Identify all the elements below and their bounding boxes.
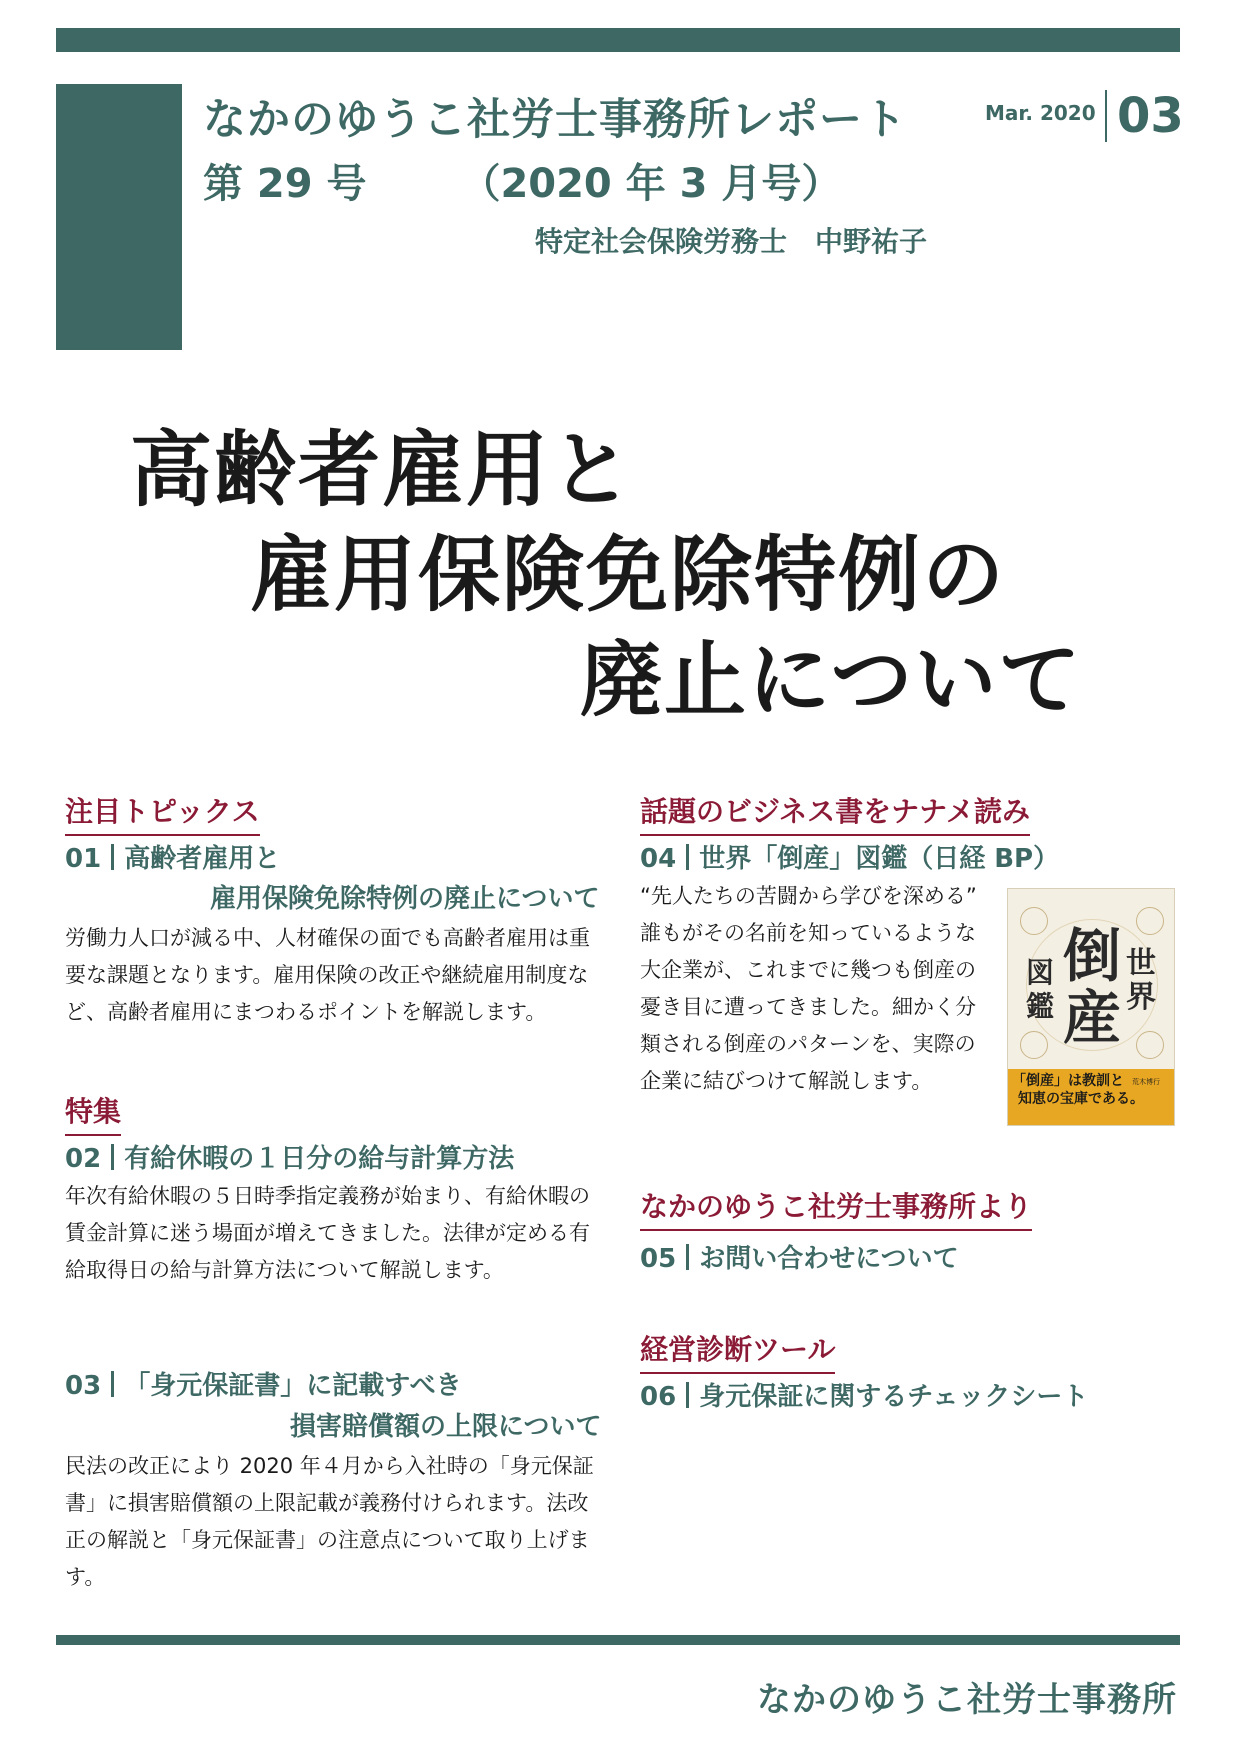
footer-office-name: なかのゆうこ社労士事務所	[757, 1680, 1177, 1720]
item-title: 有給休暇の１日分の給与計算方法	[124, 1144, 515, 1174]
top-rule	[56, 28, 1180, 52]
item-03-title[interactable]	[65, 1365, 462, 1402]
item-number: 04	[640, 844, 677, 874]
desc-line: 労働力人口が減る中、人材確保の面でも高齢者雇用は重	[65, 926, 590, 950]
item-03-description	[65, 1448, 610, 1596]
item-01-title-line2[interactable]: 雇用保険免除特例の廃止について	[210, 884, 600, 914]
section-heading-office: なかのゆうこ社労士事務所より	[640, 1185, 1032, 1231]
item-number: 05	[640, 1244, 677, 1274]
desc-line: 年次有給休暇の５日時季指定義務が始まり、有給休暇の	[65, 1184, 590, 1208]
book-cover-image	[1007, 888, 1175, 1126]
desc-line: 書」に損害賠償額の上限記載が義務付けられます。法改	[65, 1491, 589, 1515]
author-name: 特定社会保険労務士 中野祐子	[535, 225, 928, 258]
number-separator	[686, 1382, 689, 1408]
item-05-title[interactable]	[640, 1238, 959, 1275]
cover-ornament	[1020, 907, 1048, 935]
cover-title-char: 鑑	[1026, 990, 1055, 1023]
cover-ornament	[1136, 907, 1164, 935]
issue-date: Mar. 2020	[985, 101, 1096, 125]
item-title-line1: 高齢者雇用と	[124, 844, 281, 874]
desc-line: 類される倒産のパターンを、実際の	[640, 1032, 976, 1056]
section-heading-special: 特集	[65, 1090, 121, 1136]
desc-line: 誰もがその名前を知っているような	[640, 921, 976, 945]
item-number: 01	[65, 844, 102, 874]
desc-line: ど、高齢者雇用にまつわるポイントを解説します。	[65, 1000, 547, 1024]
page-number: 03	[1117, 88, 1184, 144]
number-separator	[111, 844, 114, 870]
item-02-description	[65, 1178, 610, 1289]
headline-line-2: 雇用保険免除特例の	[250, 528, 1007, 623]
cover-title-char: 産	[1063, 984, 1122, 1052]
cover-band-text: 知恵の宝庫である。	[1018, 1091, 1144, 1107]
number-separator	[686, 1244, 689, 1270]
cover-band	[1008, 1069, 1174, 1125]
section-heading-featured: 注目トピックス	[65, 790, 260, 836]
cover-title-char: 世	[1126, 946, 1156, 981]
desc-line: “先人たちの苦闘から学びを深める”	[640, 884, 977, 908]
bottom-rule	[56, 1635, 1180, 1645]
number-separator	[686, 844, 689, 870]
desc-line: す。	[65, 1565, 106, 1589]
desc-line: 大企業が、これまでに幾つも倒産の	[640, 958, 976, 982]
issue-label: 第 29 号 （2020 年 3 月号）	[203, 161, 842, 207]
desc-line: 憂き目に遭ってきました。細かく分	[640, 995, 976, 1019]
item-number: 03	[65, 1371, 102, 1401]
item-01-title[interactable]	[65, 838, 280, 875]
headline-line-3: 廃止について	[580, 633, 1083, 728]
item-title-line1: 「身元保証書」に記載すべき	[124, 1371, 462, 1401]
cover-author: 荒木博行	[1132, 1078, 1160, 1086]
cover-band-text: 「倒産」は教訓と	[1012, 1073, 1124, 1089]
cover-ornament	[1020, 1031, 1048, 1059]
number-separator	[111, 1144, 114, 1170]
item-02-title[interactable]	[65, 1138, 514, 1175]
item-title: 身元保証に関するチェックシート	[699, 1382, 1089, 1412]
header-divider	[1105, 90, 1107, 142]
cover-title-char: 倒	[1063, 922, 1122, 990]
desc-line: 民法の改正により 2020 年４月から入社時の「身元保証	[65, 1454, 594, 1478]
item-number: 02	[65, 1144, 102, 1174]
report-title: なかのゆうこ社労士事務所レポート	[203, 95, 907, 145]
item-03-title-line2[interactable]: 損害賠償額の上限について	[290, 1412, 602, 1442]
cover-title-char: 界	[1126, 980, 1156, 1015]
item-title: 世界「倒産」図鑑（日経 BP）	[699, 844, 1060, 874]
desc-line: 正の解説と「身元保証書」の注意点について取り上げま	[65, 1528, 590, 1552]
section-heading-tool: 経営診断ツール	[640, 1328, 835, 1374]
item-number: 06	[640, 1382, 677, 1412]
header-accent-block	[56, 84, 182, 350]
item-01-description	[65, 920, 610, 1031]
cover-ornament	[1136, 1031, 1164, 1059]
item-title: お問い合わせについて	[699, 1244, 959, 1274]
desc-line: 給取得日の給与計算方法について解説します。	[65, 1258, 504, 1282]
section-heading-book: 話題のビジネス書をナナメ読み	[640, 790, 1030, 836]
desc-line: 賃金計算に迷う場面が増えてきました。法律が定める有	[65, 1221, 590, 1245]
item-04-title[interactable]	[640, 838, 1059, 875]
cover-title-char: 図	[1026, 956, 1055, 989]
headline-line-1: 高齢者雇用と	[130, 423, 635, 518]
item-04-description	[640, 878, 995, 1100]
number-separator	[111, 1371, 114, 1397]
item-06-title[interactable]	[640, 1376, 1088, 1413]
desc-line: 要な課題となります。雇用保険の改正や継続雇用制度な	[65, 963, 589, 987]
desc-line: 企業に結びつけて解説します。	[640, 1069, 933, 1093]
